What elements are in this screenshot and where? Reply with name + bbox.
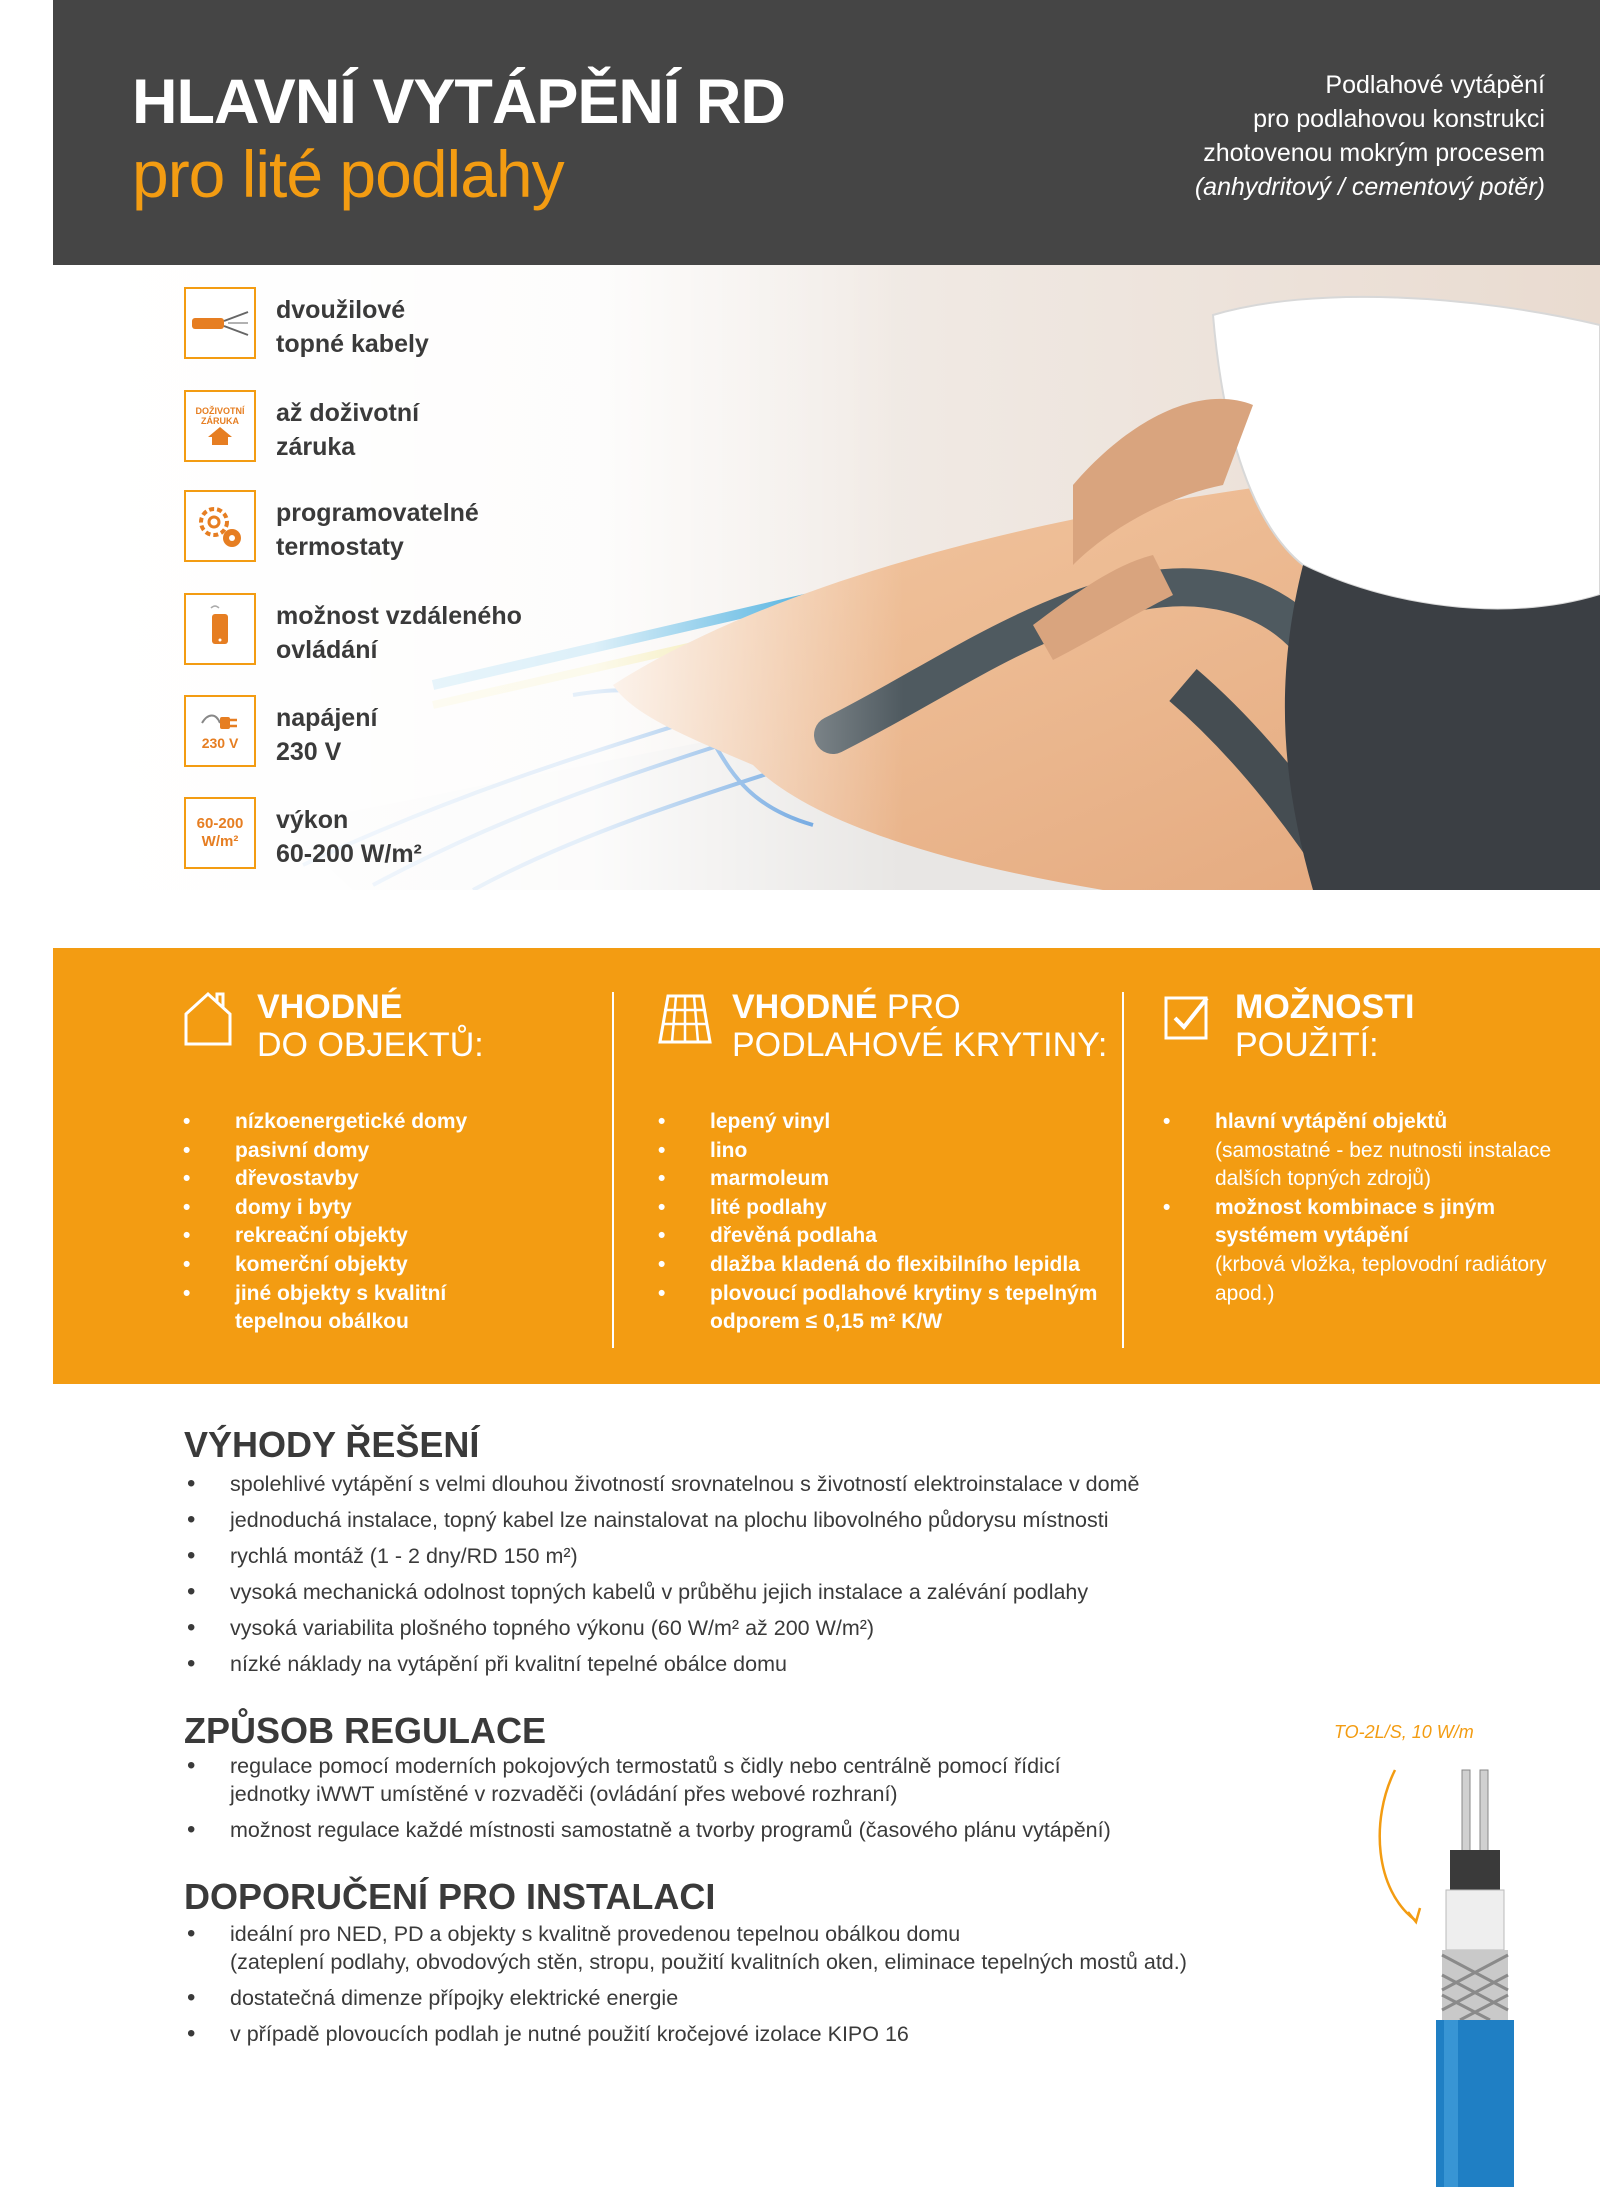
feature-power-supply: [184, 695, 704, 769]
cable-icon: [184, 287, 256, 359]
list-item-line: plovoucí podlahové krytiny s tepelným: [710, 1281, 1098, 1305]
advantages-list: [184, 1470, 1139, 1686]
feature-label: výkon: [276, 806, 349, 834]
list-item: • pasivní domy: [183, 1137, 467, 1166]
plug-icon: [184, 695, 256, 767]
list-item: • nízké náklady na vytápění při kvalitní tepelné obálce domu: [184, 1650, 1139, 1678]
feature-cables: [184, 287, 704, 361]
list-item: • v případě plovoucích podlah je nutné použití kročejové izolace KIPO 16: [184, 2020, 1187, 2048]
feature-remote: [184, 593, 704, 667]
regulation-list: [184, 1752, 1111, 1852]
list-item: • dlažba kladená do flexibilního lepidla: [658, 1251, 1097, 1280]
list-item: [1163, 1194, 1551, 1308]
list-item-line: systémem vytápění: [1215, 1224, 1409, 1248]
feature-label: 60-200 W/m²: [276, 840, 422, 868]
feature-warranty: [184, 390, 704, 464]
pointer-arrow: [1380, 1770, 1415, 1920]
heading-thin: PODLAHOVÉ KRYTINY:: [732, 1026, 1108, 1064]
floor-tiles-icon: [658, 992, 712, 1046]
column-divider: [612, 992, 614, 1348]
list-item: • domy i byty: [183, 1194, 467, 1223]
list-item-line: ideální pro NED, PD a objekty s kvalitně provedenou tepelnou obálkou domu: [230, 1922, 961, 1946]
smartphone-icon: [184, 593, 256, 665]
feature-label: termostaty: [276, 533, 404, 561]
heading-thin: PRO: [877, 988, 961, 1026]
header-desc-line: pro podlahovou konstrukci: [1253, 105, 1545, 133]
list-item: • dřevostavby: [183, 1165, 467, 1194]
list-item-line: hlavní vytápění objektů: [1215, 1110, 1448, 1133]
list-item: • vysoká mechanická odolnost topných kabelů v průběhu jejich instalace a zalévání podlahy: [184, 1578, 1139, 1606]
heading-bold: VHODNÉ: [732, 988, 878, 1026]
list-item: [658, 1280, 1097, 1337]
list-item-note: (krbová vložka, teplovodní radiátory: [1215, 1252, 1547, 1276]
advantages-title: VÝHODY ŘEŠENÍ: [184, 1424, 480, 1465]
icon-text: W/m²: [201, 833, 239, 850]
regulation-title: ZPŮSOB REGULACE: [184, 1710, 547, 1751]
column-divider: [1122, 992, 1124, 1348]
header-description: [1195, 68, 1545, 204]
list-item: • nízkoenergetické domy: [183, 1108, 467, 1137]
pointer-arrow-head: [1408, 1908, 1420, 1922]
list-item: • dostatečná dimenze přípojky elektrické energie: [184, 1984, 1187, 2012]
list-item-note: apod.): [1215, 1281, 1275, 1305]
icon-text: 230 V: [201, 735, 239, 751]
feature-output: [184, 797, 704, 871]
page-subtitle: pro lité podlahy: [132, 137, 564, 211]
list-item: • lino: [658, 1137, 1097, 1166]
list-item: [1163, 1108, 1551, 1194]
heading-thin: DO OBJEKTŮ:: [257, 1026, 484, 1064]
icon-text: ZÁRUKA: [201, 416, 239, 426]
gears-icon: [184, 490, 256, 562]
floors-list: [658, 1108, 1097, 1337]
feature-label: napájení: [276, 704, 378, 732]
list-item-line: jednotky iWWT umístěné v rozvaděči (ovládání přes webové rozhraní): [230, 1782, 898, 1806]
cable-insulation: [1450, 1850, 1500, 1890]
cable-jacket-highlight: [1444, 2020, 1458, 2187]
page-title: HLAVNÍ VYTÁPĚNÍ RD: [132, 67, 785, 137]
installation-title: DOPORUČENÍ PRO INSTALACI: [184, 1876, 716, 1917]
list-item: • lité podlahy: [658, 1194, 1097, 1223]
feature-label: ovládání: [276, 636, 378, 664]
list-item-line: regulace pomocí moderních pokojových termostatů s čidly nebo centrálně pomocí řídicí: [230, 1754, 1061, 1778]
list-item: • vysoká variabilita plošného topného výkonu (60 W/m² až 200 W/m²): [184, 1614, 1139, 1642]
list-item: • lepený vinyl: [658, 1108, 1097, 1137]
list-item: • marmoleum: [658, 1165, 1097, 1194]
column-usage-heading: [1235, 988, 1414, 1064]
icon-text: DOŽIVOTNÍ: [195, 406, 245, 416]
header-desc-italic: (anhydritový / cementový potěr): [1194, 173, 1545, 201]
list-item: • jednoduchá instalace, topný kabel lze nainstalovat na plochu libovolného půdorysu místnosti: [184, 1506, 1139, 1534]
heading-bold: VHODNÉ: [257, 988, 403, 1026]
list-item-line: odporem ≤ 0,15 m² K/W: [710, 1310, 943, 1334]
heading-bold: MOŽNOSTI: [1235, 988, 1415, 1026]
heating-cable-illustration: [1370, 1750, 1570, 2187]
feature-label: dvoužilové: [276, 296, 406, 324]
header-desc-line: Podlahové vytápění: [1325, 71, 1545, 99]
installation-list: [184, 1920, 1187, 2056]
list-item-line: možnost kombinace s jiným: [1215, 1195, 1496, 1219]
feature-label: záruka: [276, 433, 356, 461]
list-item: • rekreační objekty: [183, 1222, 467, 1251]
list-item-line: tepelnou obálkou: [235, 1310, 409, 1334]
list-item: [184, 1920, 1187, 1976]
suitability-band: [53, 948, 1600, 1384]
power-icon: [184, 797, 256, 869]
feature-label: možnost vzdáleného: [276, 602, 522, 630]
feature-label: 230 V: [276, 738, 342, 766]
list-item-note: (samostatné - bez nutnosti instalace: [1215, 1138, 1552, 1162]
list-item: [183, 1280, 467, 1337]
list-item: • možnost regulace každé místnosti samostatně a tvorby programů (časového plánu vytápění): [184, 1816, 1111, 1844]
cable-foil: [1446, 1890, 1504, 1950]
cable-label: TO-2L/S, 10 W/m: [1334, 1722, 1474, 1742]
list-item-line: jiné objekty s kvalitní: [235, 1281, 447, 1305]
list-item-line: (zateplení podlahy, obvodových stěn, stropu, použití kvalitních oken, eliminace tepelných mostů atd.): [230, 1950, 1187, 1974]
feature-label: topné kabely: [276, 330, 429, 358]
heading-thin: POUŽITÍ:: [1235, 1026, 1379, 1064]
objects-list: [183, 1108, 467, 1337]
list-item: • spolehlivé vytápění s velmi dlouhou životností srovnatelnou s životností elektroinstalace v domě: [184, 1470, 1139, 1498]
column-floors-heading: [732, 988, 1107, 1064]
feature-label: programovatelné: [276, 499, 479, 527]
house-outline-icon: [183, 990, 233, 1046]
list-item: [184, 1752, 1111, 1808]
checkbox-icon: [1163, 992, 1211, 1042]
feature-thermostats: [184, 490, 704, 564]
usage-list: [1163, 1108, 1551, 1308]
icon-text: 60-200: [196, 815, 244, 832]
list-item: • komerční objekty: [183, 1251, 467, 1280]
list-item: • dřevěná podlaha: [658, 1222, 1097, 1251]
house-warranty-icon: [184, 390, 256, 462]
list-item-note: dalších topných zdrojů): [1215, 1167, 1431, 1191]
list-item: • rychlá montáž (1 - 2 dny/RD 150 m²): [184, 1542, 1139, 1570]
feature-label: až doživotní: [276, 399, 420, 427]
column-objects-heading: [257, 988, 484, 1064]
header-desc-line: zhotovenou mokrým procesem: [1203, 139, 1545, 167]
